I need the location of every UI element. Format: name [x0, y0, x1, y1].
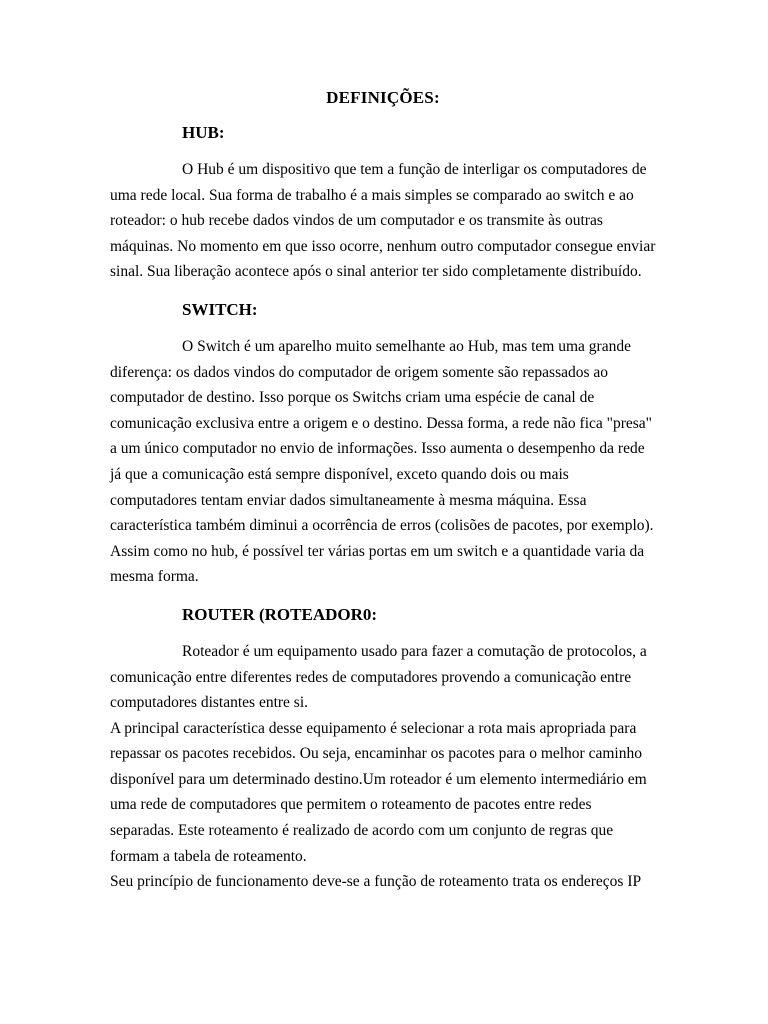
- section-switch: [110, 300, 656, 590]
- paragraph-router-2: A principal característica desse equipamento é selecionar a rota mais apropriada para repassar os pacotes recebidos. Ou seja, encaminhar os pacotes para o melhor caminho disponível para um determinado destino.Um roteador é um elemento intermediário em uma rede de computadores que permitem o roteamento de pacotes entre redes separadas. Este roteamento é realizado de acordo com um conjunto de regras que formam a tabela de roteamento.: [110, 719, 647, 865]
- section-hub: [110, 123, 656, 285]
- paragraph-router-1: Roteador é um equipamento usado para fazer a comutação de protocolos, a comunicação entre diferentes redes de computadores provendo a comunicação entre computadores distantes entre si.: [110, 642, 647, 712]
- paragraph-router-3: Seu princípio de funcionamento deve-se a função de roteamento trata os endereços IP: [110, 873, 642, 891]
- paragraph-hub: O Hub é um dispositivo que tem a função de interligar os computadores de uma rede local. Sua forma de trabalho é a mais simples se comparado ao switch e ao roteador: o hub recebe dados vindos de um computador e os transmite às outras máquinas. No momento em que isso ocorre, nenhum outro computador consegue enviar sinal. Sua liberação acontece após o sinal anterior ter sido completamente distribuído.: [110, 161, 656, 281]
- section-router: [110, 605, 656, 895]
- section-heading-hub: HUB:: [182, 123, 225, 142]
- document-title: DEFINIÇÕES:: [326, 88, 440, 107]
- section-heading-router: ROUTER (ROTEADOR0:: [182, 604, 378, 624]
- paragraph-switch: O Switch é um aparelho muito semelhante ao Hub, mas tem uma grande diferença: os dados vindos do computador de origem somente são repassados ao computador de destino. Isso porque os Switchs criam uma espécie de canal de comunicação exclusiva entre a origem e o destino. Dessa forma, a rede não fica "presa" a um único computador no envio de informações. Isso aumenta o desempenho da rede já que a comunicação está sempre disponível, exceto quando dois ou mais computadores tentam enviar dados simultaneamente à mesma máquina. Essa característica também diminui a ocorrência de erros (colisões de pacotes, por exemplo). Assim como no hub, é possível ter várias portas em um switch e a quantidade varia da mesma forma.: [110, 337, 654, 586]
- section-heading-switch: SWITCH:: [182, 299, 258, 319]
